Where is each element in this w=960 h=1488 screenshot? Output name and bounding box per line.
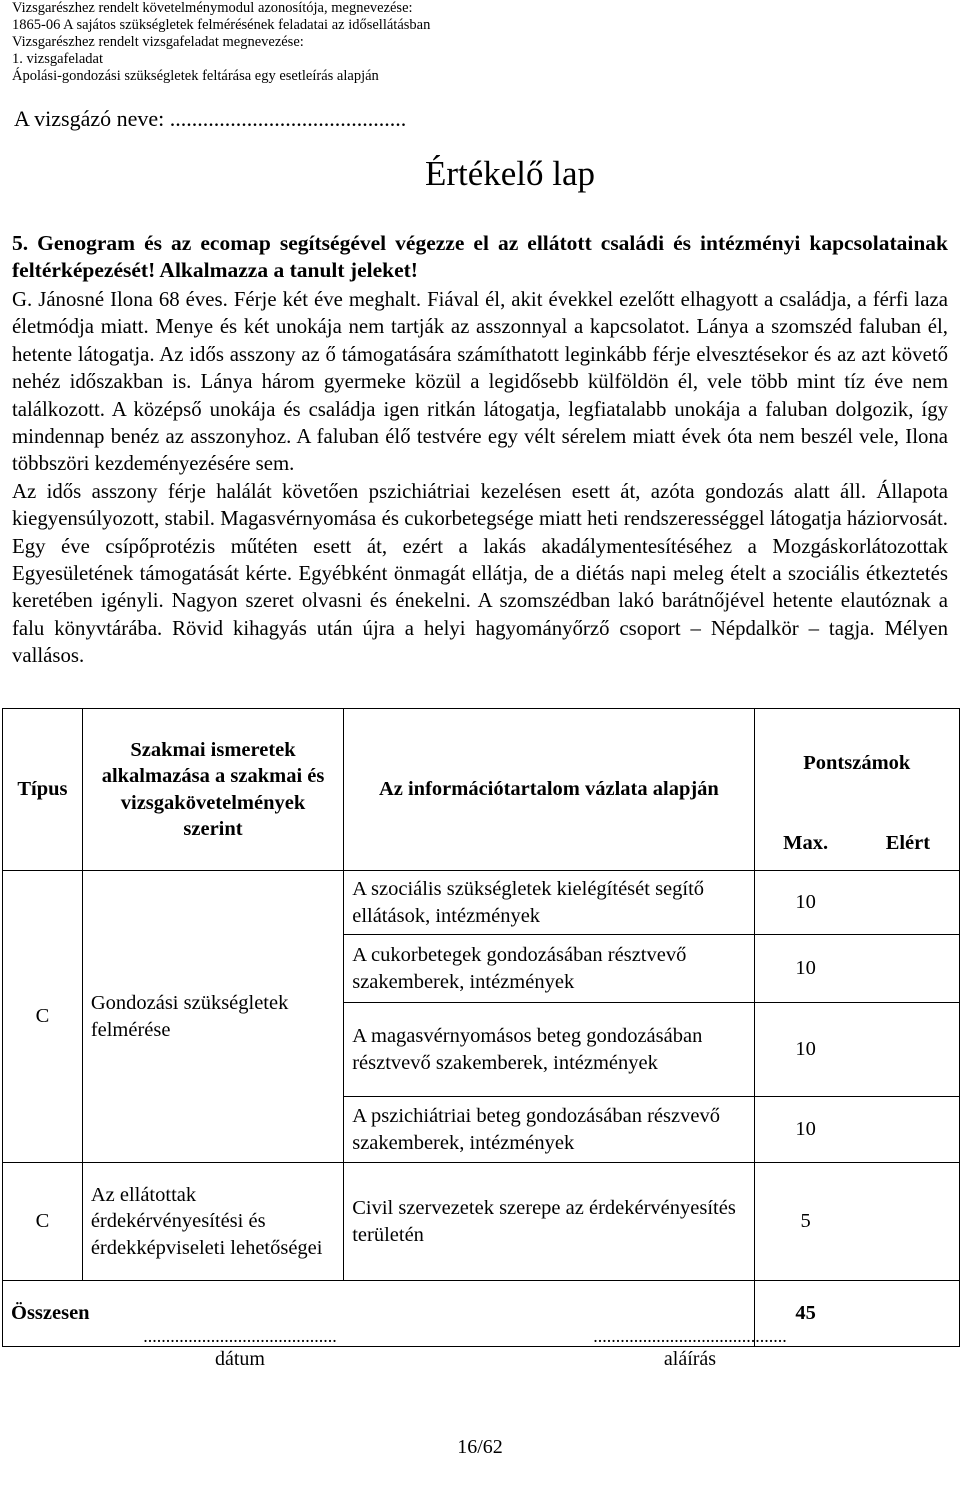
got-cell[interactable] [857, 1003, 960, 1097]
group2-knowledge: Az ellátottak érdekérvényesítési és érdekképviseleti lehetőségei [82, 1163, 343, 1281]
max-cell: 10 [754, 1003, 857, 1097]
signature-dots: ........................................... [593, 1326, 787, 1346]
max-cell: 10 [754, 871, 857, 935]
header-points: Pontszámok [754, 709, 959, 817]
info-cell: A cukorbetegek gondozásában résztvevő szakemberek, intézmények [344, 935, 754, 1003]
got-cell[interactable] [857, 1163, 960, 1281]
info-cell: Civil szervezetek szerepe az érdekérvényesítés területén [344, 1163, 754, 1281]
max-cell: 10 [754, 935, 857, 1003]
task-statement [12, 230, 948, 284]
scoring-table [2, 708, 960, 1347]
header-knowledge: Szakmai ismeretek alkalmazása a szakmai és vizsgakövetelmények szerint [82, 709, 343, 871]
document-header [12, 0, 430, 85]
header-info: Az információtartalom vázlata alapján [344, 709, 754, 871]
date-label: dátum [215, 1348, 265, 1370]
max-cell: 10 [754, 1097, 857, 1163]
got-cell[interactable] [857, 1097, 960, 1163]
header-line: 1865-06 A sajátos szükségletek felmérésének feladatai az idősellátásban [12, 17, 431, 33]
header-line: 1. vizsgafeladat [12, 51, 103, 67]
group1-knowledge: Gondozási szükségletek felmérése [82, 871, 343, 1163]
header-line: Vizsgarészhez rendelt vizsgafeladat megnevezése: [12, 34, 304, 50]
page-number: 16/62 [457, 1436, 503, 1458]
case-paragraph: G. Jánosné Ilona 68 éves. Férje két éve meghalt. Fiával él, akit évekkel ezelőtt elhagyott a családja, a férfi laza életmódja miatt. Menye és két unokája nem tartják az asszonnyal a kapcsolatot. Lánya a szomszéd faluban él, hetente látogatja. Az idős asszony az ő támogatására számíthatott leginkább férje elvesztésekor és az azt követő nehéz időszakban is. Lánya három gyermeke közül a legidősebb külföldön él, vele több mint tíz éve nem találkozott. A középső unokája és családja igen ritkán látogatja, legfiatalabb unokája a faluban dolgozik, így mindennap benéz az asszonyhoz. A faluban élő testvére egy vélt sérelem miatt évek óta nem beszél vele, Ilona többszöri kezdeményezésére sem. [12, 288, 948, 476]
max-cell: 5 [754, 1163, 857, 1281]
signature-label: aláírás [663, 1348, 717, 1370]
date-dots: ........................................... [143, 1326, 337, 1346]
got-cell[interactable] [857, 871, 960, 935]
total-got[interactable] [857, 1281, 960, 1347]
info-cell: A pszichiátriai beteg gondozásában részvevő szakemberek, intézmények [344, 1097, 754, 1163]
total-max: 45 [754, 1281, 857, 1347]
header-got: Elért [857, 817, 960, 871]
date-signature-block [95, 1326, 385, 1372]
info-cell: A szociális szükségletek kielégítését segítő ellátások, intézmények [344, 871, 754, 935]
group1-type: C [3, 871, 83, 1163]
header-max: Max. [754, 817, 857, 871]
group2-type: C [3, 1163, 83, 1281]
got-cell[interactable] [857, 935, 960, 1003]
info-cell: A magasvérnyomásos beteg gondozásában résztvevő szakemberek, intézmények [344, 1003, 754, 1097]
page-title: Értékelő lap [424, 154, 596, 193]
total-label: Összesen [3, 1281, 755, 1347]
task-text: 5. Genogram és az ecomap segítségével végezze el az ellátott családi és intézményi kapcsolatainak feltérképezését! Alkalmazza a tanult jeleket! [12, 231, 948, 282]
header-line: Vizsgarészhez rendelt követelménymodul azonosítója, megnevezése: [12, 0, 413, 16]
case-description [12, 286, 948, 670]
signature-block [545, 1326, 835, 1372]
header-line: Ápolási-gondozási szükségletek feltárása egy esetleírás alapján [12, 68, 379, 84]
case-paragraph: Az idős asszony férje halálát követően pszichiátriai kezelésen esett át, azóta gondozás alatt áll. Állapota kiegyensúlyozott, stabil. Magasvérnyomása és cukorbetegsége miatt heti rendszerességgel látogatja háziorvosát. Egy éve csípőprotézis műtéten esett át, ezért a lakás akadálymentesítéséhez a Mozgáskorlátozottak Egyesületének támogatását kérte. Egyébként önmagát ellátja, de a diétás napi meleg ételt a szociális étkeztetés keretében igényli. Nagyon szeret olvasni és énekelni. A szomszédban lakó barátnőjével hetente elautóznak a falu könyvtárába. Rövid kihagyás után újra a helyi hagyományőrző csoport – Népdalkör – tagja. Mélyen vallásos. [12, 479, 948, 668]
candidate-name-line: A vizsgázó neve: ........................................... [14, 106, 407, 131]
header-type: Típus [3, 709, 83, 871]
